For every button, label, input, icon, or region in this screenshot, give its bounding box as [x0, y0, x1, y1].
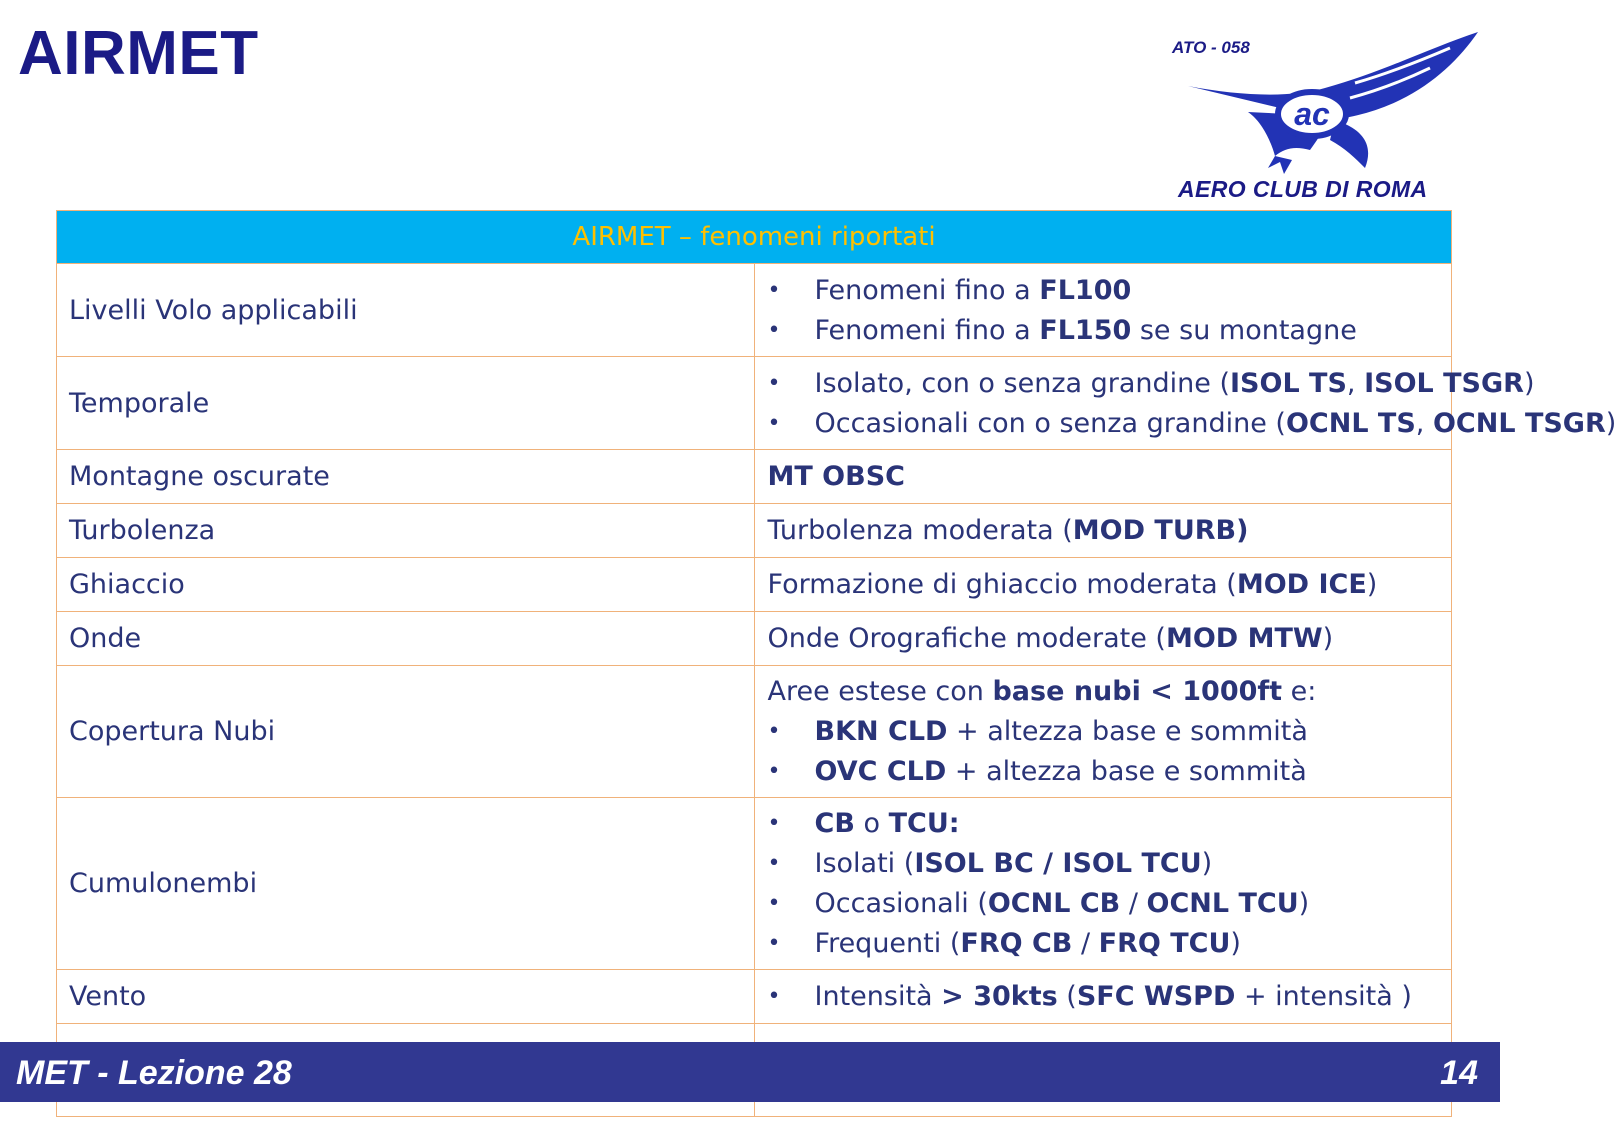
- value-text: [815, 408, 1616, 439]
- plain-text: /: [1120, 888, 1147, 919]
- logo-emblem-text: ac: [1294, 96, 1330, 132]
- page-number: 14: [1440, 1054, 1478, 1092]
- value-line: [767, 403, 1616, 443]
- code-text: MT OBSC: [767, 461, 905, 492]
- row-value: [754, 504, 1452, 558]
- bullet-icon: •: [767, 277, 781, 303]
- row-label: Turbolenza: [57, 504, 755, 558]
- plain-text: + altezza base e sommità: [947, 716, 1308, 747]
- value-line: [768, 457, 1440, 497]
- value-text: [815, 808, 960, 839]
- code-text: FL100: [1039, 274, 1132, 306]
- table-row: [57, 504, 1452, 558]
- value-line: [768, 752, 1440, 792]
- value-text: [768, 623, 1334, 654]
- bullet-icon: •: [767, 410, 781, 436]
- value-text: [768, 676, 1317, 707]
- bullet-icon: •: [767, 891, 781, 916]
- value-line: [768, 977, 1440, 1017]
- table-row: [57, 450, 1452, 504]
- aero-club-logo: [1160, 28, 1485, 208]
- row-label: Copertura Nubi: [57, 666, 755, 798]
- code-text: > 30kts: [941, 981, 1058, 1012]
- table-row: [57, 798, 1452, 970]
- plain-text: Onde Orografiche moderate (: [767, 623, 1166, 654]
- code-text: ISOL TSGR: [1364, 367, 1524, 399]
- code-text: OVC CLD: [814, 756, 947, 787]
- value-line: [768, 270, 1440, 310]
- row-value: [754, 612, 1452, 666]
- row-value: [754, 666, 1452, 798]
- code-text: FRQ CB: [960, 928, 1073, 959]
- value-text: [768, 515, 1249, 546]
- plain-text: ,: [1415, 407, 1433, 439]
- bullet-icon: •: [767, 851, 781, 876]
- footer-bar: [0, 1042, 1500, 1102]
- plain-text: ): [1523, 367, 1535, 399]
- value-line: [767, 363, 1535, 403]
- value-line: [768, 884, 1440, 924]
- table-header: AIRMET – fenomeni riportati: [57, 211, 1452, 264]
- bullet-icon: •: [767, 317, 781, 343]
- value-line: [768, 844, 1440, 884]
- plain-text: Aree estese con: [767, 676, 993, 707]
- bullet-icon: •: [767, 719, 781, 744]
- plain-text: + intensità ): [1235, 981, 1412, 1012]
- table-row: [57, 612, 1452, 666]
- plain-text: ): [1605, 407, 1616, 439]
- value-text: [815, 928, 1241, 959]
- plain-text: + altezza base e sommità: [946, 756, 1307, 787]
- bullet-icon: •: [767, 370, 781, 396]
- code-text: BKN CLD: [814, 716, 948, 747]
- plain-text: se su montagne: [1131, 314, 1357, 346]
- row-label: Livelli Volo applicabili: [57, 264, 755, 357]
- value-line: [768, 565, 1440, 605]
- code-text: ISOL TS: [1230, 367, 1347, 399]
- plain-text: Occasionali (: [814, 888, 988, 919]
- bullet-icon: •: [767, 931, 781, 956]
- row-value: [754, 357, 1616, 450]
- table-row: [57, 666, 1452, 798]
- value-text: [815, 275, 1132, 306]
- row-value: [754, 450, 1452, 504]
- table-row: [57, 970, 1452, 1024]
- code-text: OCNL TSGR: [1432, 407, 1606, 439]
- logo-ato-text: ATO - 058: [1172, 38, 1250, 57]
- code-text: MOD TURB): [1072, 515, 1249, 546]
- row-value: [754, 798, 1452, 970]
- row-label: Ghiaccio: [57, 558, 755, 612]
- row-label: Montagne oscurate: [57, 450, 755, 504]
- plain-text: Fenomeni fino a: [814, 314, 1040, 346]
- value-line: [768, 672, 1440, 712]
- code-text: MOD ICE: [1236, 569, 1367, 600]
- bullet-icon: •: [767, 759, 781, 784]
- code-text: OCNL TS: [1285, 407, 1416, 439]
- value-text: [815, 848, 1213, 879]
- plain-text: Fenomeni fino a: [814, 274, 1040, 306]
- code-text: CB: [814, 808, 855, 839]
- code-text: base nubi < 1000ft: [992, 676, 1283, 707]
- value-line: [768, 804, 1440, 844]
- plain-text: Frequenti (: [814, 928, 961, 959]
- code-text: FL150: [1039, 314, 1132, 346]
- plain-text: Isolati (: [814, 848, 915, 879]
- value-line: [768, 511, 1440, 551]
- bullet-icon: •: [767, 811, 781, 836]
- code-text: OCNL CB: [987, 888, 1121, 919]
- page-title: AIRMET: [18, 19, 259, 88]
- plain-text: Occasionali con o senza grandine (: [814, 407, 1286, 439]
- value-line: [768, 712, 1440, 752]
- value-line: [768, 924, 1440, 964]
- value-line: [768, 619, 1440, 659]
- row-value: [754, 558, 1452, 612]
- value-text: [815, 368, 1535, 399]
- plain-text: Intensità: [814, 981, 942, 1012]
- logo-club-name: AERO CLUB DI ROMA: [1178, 176, 1428, 202]
- footer-lesson-label: MET - Lezione 28: [16, 1054, 292, 1092]
- plain-text: ): [1322, 623, 1334, 654]
- plain-text: ): [1230, 928, 1241, 959]
- plain-text: ): [1201, 848, 1213, 879]
- value-text: [815, 716, 1308, 747]
- row-label: Temporale: [57, 357, 755, 450]
- bullet-icon: •: [767, 984, 781, 1009]
- row-value: [754, 970, 1452, 1024]
- value-text: [768, 569, 1378, 600]
- table-row: [57, 558, 1452, 612]
- plain-text: ,: [1346, 367, 1365, 399]
- value-text: [815, 981, 1412, 1012]
- plain-text: /: [1072, 928, 1099, 959]
- value-text: [768, 461, 905, 492]
- plain-text: ): [1366, 569, 1378, 600]
- table-row: [57, 357, 1452, 450]
- value-text: [815, 756, 1307, 787]
- plain-text: Formazione di ghiaccio moderata (: [767, 569, 1237, 600]
- value-text: [815, 315, 1357, 346]
- row-label: Cumulonembi: [57, 798, 755, 970]
- code-text: SFC WSPD: [1076, 981, 1236, 1012]
- code-text: MOD MTW: [1165, 623, 1323, 654]
- row-label: Vento: [57, 970, 755, 1024]
- code-text: OCNL TCU: [1146, 888, 1299, 919]
- plain-text: (: [1057, 981, 1077, 1012]
- code-text: TCU:: [888, 808, 960, 839]
- plain-text: e:: [1282, 676, 1317, 707]
- plain-text: Turbolenza moderata (: [767, 515, 1073, 546]
- value-line: [768, 310, 1440, 350]
- plain-text: o: [854, 808, 889, 839]
- row-label: Onde: [57, 612, 755, 666]
- plain-text: Isolato, con o senza grandine (: [814, 367, 1230, 399]
- value-text: [815, 888, 1310, 919]
- table-row: [57, 264, 1452, 357]
- plain-text: ): [1298, 888, 1310, 919]
- code-text: ISOL BC / ISOL TCU: [914, 848, 1202, 879]
- row-value: [754, 264, 1452, 357]
- code-text: FRQ TCU: [1098, 928, 1231, 959]
